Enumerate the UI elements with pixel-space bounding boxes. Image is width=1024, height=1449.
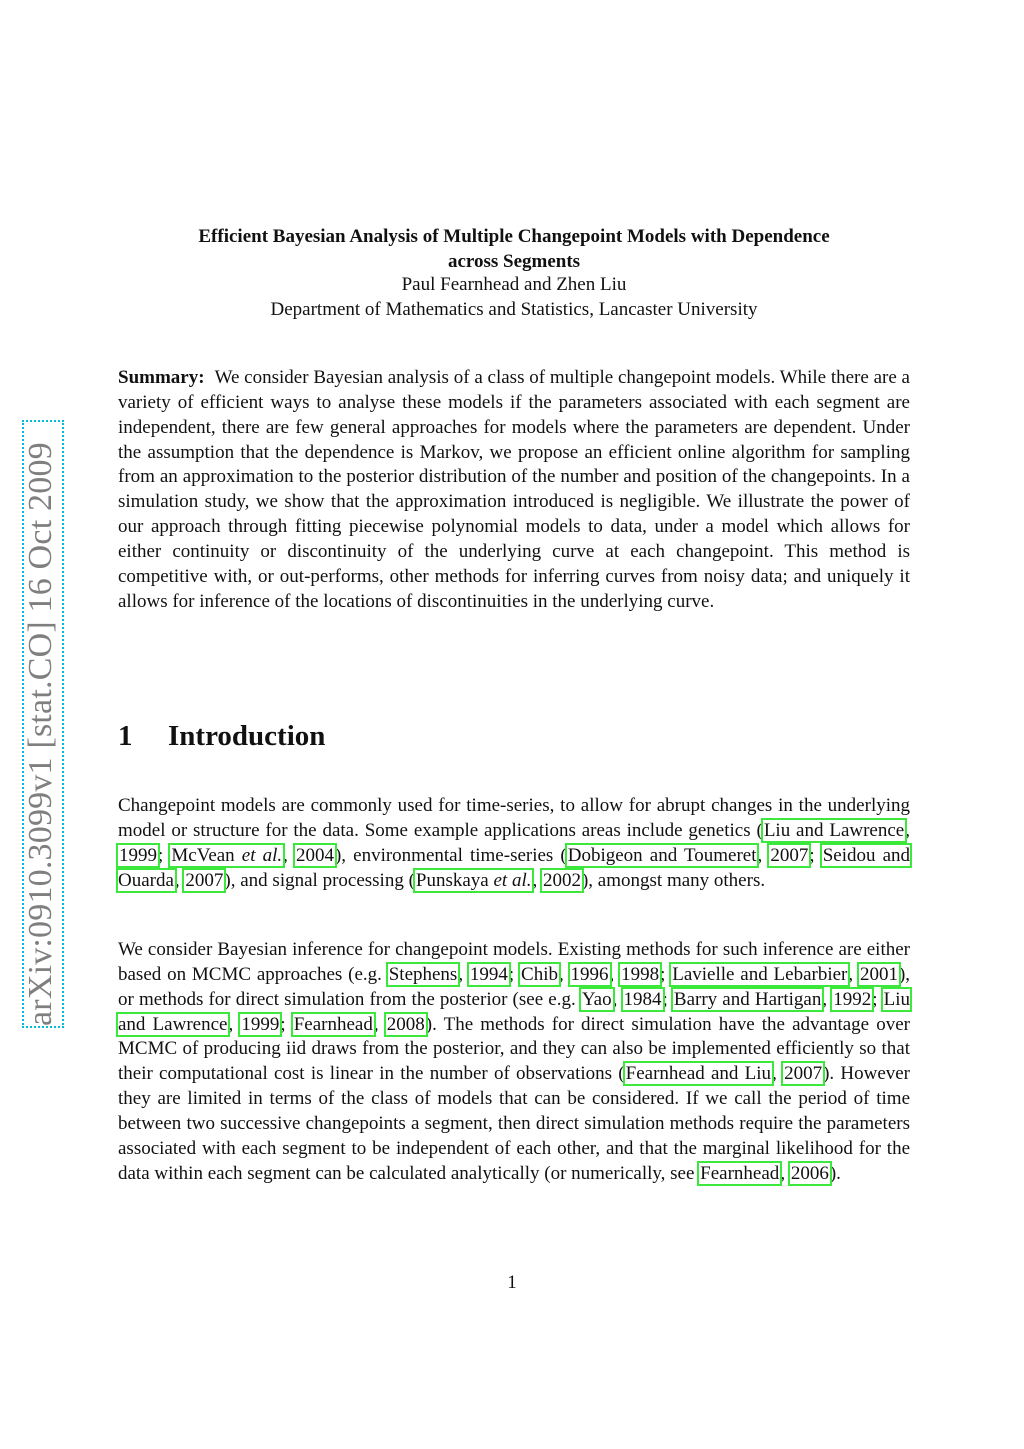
text-run: , — [228, 1013, 241, 1035]
text-run: We consider Bayesian inference for changepoint models. Existing methods for such inference are either based on MCMC approaches (e.g. — [118, 939, 910, 985]
text-run: , — [772, 1063, 784, 1085]
text-run: ). The methods for direct simulation have the advantage over MCMC of producing iid draws from the posterior, and they can also be implemented efficiently so that their computational cost is linear in the number of observations ( — [118, 1013, 910, 1085]
citation-link[interactable]: Lavielle and Lebarbier — [672, 963, 848, 985]
text-run: , — [558, 963, 570, 985]
section-heading — [118, 720, 325, 753]
summary-label: Summary: — [118, 367, 205, 388]
summary-paragraph — [118, 366, 910, 614]
text-run: ). — [829, 1162, 841, 1184]
text-run: , — [757, 844, 770, 866]
text-run: , — [373, 1013, 386, 1035]
title-line-2: across Segments — [447, 251, 581, 272]
page-number: 1 — [507, 1272, 517, 1293]
text-run: ), or methods for direct simulation from the posterior (see e.g. — [118, 963, 911, 1010]
citation-link[interactable] — [170, 845, 283, 866]
text-run: ; — [809, 844, 822, 866]
citation-year-link[interactable]: 2006 — [790, 1162, 829, 1184]
text-run: , — [458, 963, 469, 985]
citation-etal: et al. — [241, 844, 283, 866]
citation-year-link[interactable]: 2007 — [784, 1063, 823, 1085]
citation-year-link[interactable]: 1999 — [119, 844, 157, 866]
citation-link[interactable]: Barry and Hartigan — [673, 988, 822, 1010]
citation-year-link[interactable]: 2001 — [859, 963, 898, 985]
citation-link[interactable]: Fearnhead and Liu — [625, 1063, 772, 1085]
intro-paragraph-2 — [118, 938, 910, 1186]
affiliation: Department of Mathematics and Statistics, Lancaster University — [270, 299, 758, 320]
citation-year-link[interactable]: 1992 — [833, 988, 872, 1010]
text-run: ). However they are limited in terms of the class of models that can be considered. If we call the period of time between two successive changepoints a segment, then direct simulation methods require the parameters associated with each segment to be independent of each other, and that the marginal likelihood for the data within each segment can be calculated analytically (or numerically, see — [118, 1063, 911, 1184]
text-run: ), environmental time-series ( — [334, 844, 567, 866]
section-title: Introduction — [168, 720, 326, 752]
text-run: , — [905, 819, 910, 841]
text-run: , — [780, 1162, 790, 1184]
authors: Paul Fearnhead and Zhen Liu — [401, 274, 627, 295]
text-run: , — [532, 869, 542, 891]
text-run: ; — [508, 963, 521, 985]
citation-link[interactable]: Fearnhead — [293, 1013, 373, 1035]
text-run: ; — [280, 1013, 293, 1035]
arxiv-identifier[interactable]: arXiv:0910.3099v1 [stat.CO] 16 Oct 2009 — [22, 442, 59, 1026]
citation-link[interactable]: Chib — [521, 963, 558, 985]
text-run: ; — [872, 988, 883, 1010]
section-number: 1 — [118, 720, 133, 752]
citation-link[interactable]: Seidou and Ouarda — [118, 844, 911, 891]
citation-year-link[interactable]: 1999 — [241, 1013, 280, 1035]
citation-link[interactable]: Liu and Lawrence — [118, 988, 911, 1035]
citation-year-link[interactable]: 2007 — [185, 869, 224, 891]
text-run: Changepoint models are commonly used for time-series, to allow for abrupt changes in the underlying model or structure for the data. Some example applications areas include genetics ( — [118, 795, 910, 841]
text-run: , — [848, 963, 859, 985]
paper-title — [118, 224, 910, 274]
text-run: , — [609, 963, 621, 985]
text-run: , — [283, 844, 295, 866]
text-run: , — [174, 869, 185, 891]
text-run: , — [612, 988, 623, 1010]
citation-year-link[interactable]: 1998 — [621, 963, 660, 985]
citation-year-link[interactable]: 2002 — [542, 869, 581, 891]
citation-year-link[interactable]: 1984 — [623, 988, 662, 1010]
citation-author: Punskaya — [415, 869, 494, 891]
citation-link[interactable] — [415, 870, 533, 891]
citation-year-link[interactable]: 2007 — [770, 844, 809, 866]
citation-link[interactable]: Fearnhead — [700, 1162, 780, 1184]
citation-link[interactable]: Stephens — [388, 963, 458, 985]
citation-link[interactable]: Liu and Lawrence — [763, 819, 905, 841]
title-line-1: Efficient Bayesian Analysis of Multiple Changepoint Models with Dependence — [198, 226, 830, 247]
summary-text: We consider Bayesian analysis of a class of multiple changepoint models. While there are a variety of efficient ways to analyse these models if the parameters associated with each segment are independent, there are few general approaches for models where the parameters are dependent. Under the assumption that the dependence is Markov, we propose an efficient online algorithm for sampling from an approximation to the posterior distribution of the number and position of the changepoints. In a simulation study, we show that the approximation introduced is negligible. We illustrate the power of our approach through fitting piecewise polynomial models to data, under a model which allows for either continuity or discontinuity of the underlying curve at each changepoint. This method is competitive with, or out-performs, other methods for inferring curves from noisy data; and uniquely it allows for inference of the locations of discontinuities in the underlying curve. — [118, 367, 910, 612]
intro-paragraph-1 — [118, 794, 910, 893]
citation-year-link[interactable]: 2004 — [295, 844, 334, 866]
citation-year-link[interactable]: 2008 — [386, 1013, 425, 1035]
citation-link[interactable]: Dobigeon and Toumeret — [567, 844, 757, 866]
citation-etal: et al. — [493, 869, 532, 891]
text-run: ; — [662, 988, 673, 1010]
text-run: , — [822, 988, 833, 1010]
citation-year-link[interactable]: 1996 — [570, 963, 609, 985]
text-run: ), amongst many others. — [581, 869, 766, 891]
citation-author: McVean — [171, 844, 242, 866]
text-run: ), and signal processing ( — [224, 869, 415, 891]
citation-year-link[interactable]: 1994 — [469, 963, 508, 985]
text-run: ; — [158, 844, 171, 866]
text-run: ; — [660, 963, 672, 985]
citation-link[interactable]: Yao — [581, 988, 612, 1010]
